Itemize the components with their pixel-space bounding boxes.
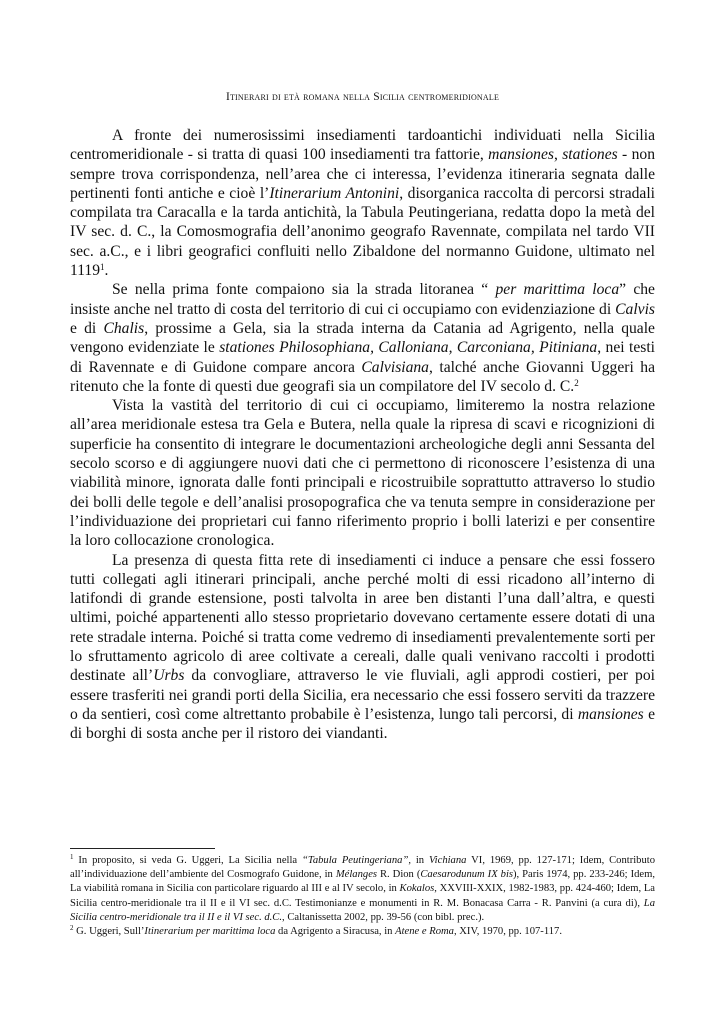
text-run: Se nella prima fonte compaiono sia la strada litoranea “ bbox=[112, 281, 496, 299]
text-run: e di borghi di sosta anche per il ristoro dei viandanti. bbox=[70, 705, 655, 743]
text-run: . bbox=[104, 262, 109, 280]
paragraph-1 bbox=[70, 126, 655, 280]
italic-text: Itinerarium Antonini bbox=[269, 184, 400, 202]
footnote-marker: 1 bbox=[70, 853, 74, 861]
text-run: da Agrigento a Siracusa, in bbox=[275, 926, 396, 938]
italic-text: stationes bbox=[562, 146, 618, 164]
italic-text: stationes Philosophiana, Calloniana, Carconiana, Pitiniana bbox=[219, 339, 598, 357]
italic-text: Vichiana bbox=[428, 855, 467, 866]
italic-text: Itinerarium per marittima loca bbox=[144, 926, 276, 938]
text-run: ” che insiste anche nel tratto di costa del territorio di cui ci occupiamo con evidenziazione di bbox=[70, 281, 655, 318]
text-run: R. Dion ( bbox=[377, 869, 421, 881]
text-run: , XIV, 1970, pp. 107-117. bbox=[453, 926, 562, 938]
italic-text: Atene e Roma bbox=[395, 926, 454, 938]
italic-text: Calvis bbox=[615, 300, 655, 318]
text-run: A fronte dei numerosissimi insediamenti tardoantichi individuati nella Sicilia centromeridionale - si tratta di quasi 100 insediamenti tra fattorie, bbox=[70, 127, 655, 164]
italic-text: Mélanges bbox=[335, 869, 378, 881]
text-run: , nei testi di Ravennate e di Guidone compare ancora bbox=[70, 339, 655, 376]
text-run: da convogliare, attraverso le vie fluviali, agli approdi costieri, per poi essere trasferiti nei grandi porti della Sicilia, era necessario che essi fossero serviti da trazzere o da sentieri, così come altrettanto probabile è l’esistenza, lungo tali percorsi, di bbox=[70, 667, 655, 723]
footnotes bbox=[70, 854, 655, 939]
italic-text: per marittima loca bbox=[495, 281, 620, 299]
running-header: Itinerari di età romana nella Sicilia centromeridionale bbox=[225, 91, 500, 103]
footnote-marker: 2 bbox=[70, 924, 74, 933]
footnote-1 bbox=[70, 854, 655, 925]
paragraph-2 bbox=[70, 280, 655, 396]
italic-text: Calvisiana bbox=[361, 358, 429, 376]
text-run: ), Paris 1974, pp. 233-246; Idem, La viabilità romana in Sicilia con particolare riguardo al III e al IV secolo, in bbox=[70, 869, 655, 895]
footnote-marker: 1 bbox=[100, 262, 105, 273]
text-run: La presenza di questa fitta rete di insediamenti ci induce a pensare che essi fossero tutti collegati agli itinerari principali, anche perché molti di essi ricadono all’interno di latifondi di grande estensione, posti talvolta in aree ben distanti l’una dall’altra, e questi ultimi, poiché appartenenti allo stesso proprietario dovevano certamente essere dotati di una rete stradale interna. Poiché si tratta come vedremo di insediamenti prevalentemente sorti per lo sfruttamento agricolo di aree coltivate a cereali, dalle quali venivano raccolti i prodotti destinate all’ bbox=[70, 551, 655, 685]
text-run: , in bbox=[408, 855, 429, 866]
text-run: - non sempre trova corrispondenza, nell’area che ci interessa, l’evidenza itineraria segnata dalle pertinenti fonti antiche e cioè l’ bbox=[70, 146, 655, 202]
italic-text: Chalis bbox=[103, 319, 145, 337]
text-run: Vista la vastità del territorio di cui ci occupiamo, limiteremo la nostra relazione all’area meridionale estesa tra Gela e Butera, nella quale la ripresa di scavi e ricognizioni di superficie ha consentito di integrare le documentazioni archeologiche degli anni Sessanta del secolo scorso e di aggiungere nuovi dati che ci permettono di riconoscere l’esistenza di una viabilità minore, ignorata dalle fonti principali e ricostruibile soprattutto attraverso lo studio dei bolli delle tegole e dell’analisi prosopografica che va tenuta sempre in considerazione per l’individuazione dei proprietari cui fanno riferimento proprio i bolli laterizi e per consentire la loro collocazione cronologica. bbox=[70, 397, 655, 550]
body-text bbox=[70, 126, 655, 744]
text-run: , XXVIII-XXIX, 1982-1983, pp. 424-460; Idem, La Sicilia centro-meridionale tra il II e il VI sec. d.C. Testimonianze e monumenti in R. M. Bonacasa Carra - R. Panvini (a cura di), bbox=[70, 883, 655, 909]
footnote-2 bbox=[70, 925, 655, 939]
text-run: , talché anche Giovanni Uggeri ha ritenuto che la fonte di questi due geografi sia un compilatore del IV secolo d. C. bbox=[70, 358, 656, 395]
italic-text: “Tabula Peutingeriana” bbox=[302, 855, 409, 866]
italic-text: mansiones bbox=[577, 705, 644, 723]
italic-text: Caesarodunum IX bis bbox=[420, 869, 514, 881]
text-run: e di bbox=[70, 319, 104, 337]
text-run: G. Uggeri, Sull’ bbox=[73, 926, 145, 938]
text-run: In proposito, si veda G. Uggeri, La Sicilia nella bbox=[73, 855, 303, 866]
paragraph-4 bbox=[70, 551, 655, 744]
text-run: , bbox=[553, 146, 563, 164]
italic-text: mansiones bbox=[488, 146, 554, 164]
paragraph-3 bbox=[70, 396, 655, 550]
text-run: , disorganica raccolta di percorsi stradali compilata tra Caracalla e la tarda antichità, la Tabula Peutingeriana, redatta dopo la metà del IV sec. d. C., la Comosmografia dell’anonimo geografo Ravennate, compilata nel tardo VII sec. a.C., e i libri geografici confluiti nello Zibaldone del normanno Guidone, ultimato nel 1119 bbox=[70, 184, 655, 280]
italic-text: Kokalos bbox=[399, 883, 435, 895]
text-run: , Caltanissetta 2002, pp. 39-56 (con bibl. prec.). bbox=[282, 911, 485, 923]
italic-text: Urbs bbox=[153, 667, 185, 685]
italic-text: La Sicilia centro-meridionale tra il II e il VI sec. d.C. bbox=[70, 897, 655, 923]
footnote-marker: 2 bbox=[574, 377, 579, 388]
text-run: , prossime a Gela, sia la strada interna da Catania ad Agrigento, nella quale vengono evidenziate le bbox=[70, 319, 655, 357]
text-run: VI, 1969, pp. 127-171; Idem, Contributo all’individuazione dell’ambiente del Cosmografo Guidone, in bbox=[70, 855, 655, 881]
footnote-divider bbox=[70, 848, 215, 849]
